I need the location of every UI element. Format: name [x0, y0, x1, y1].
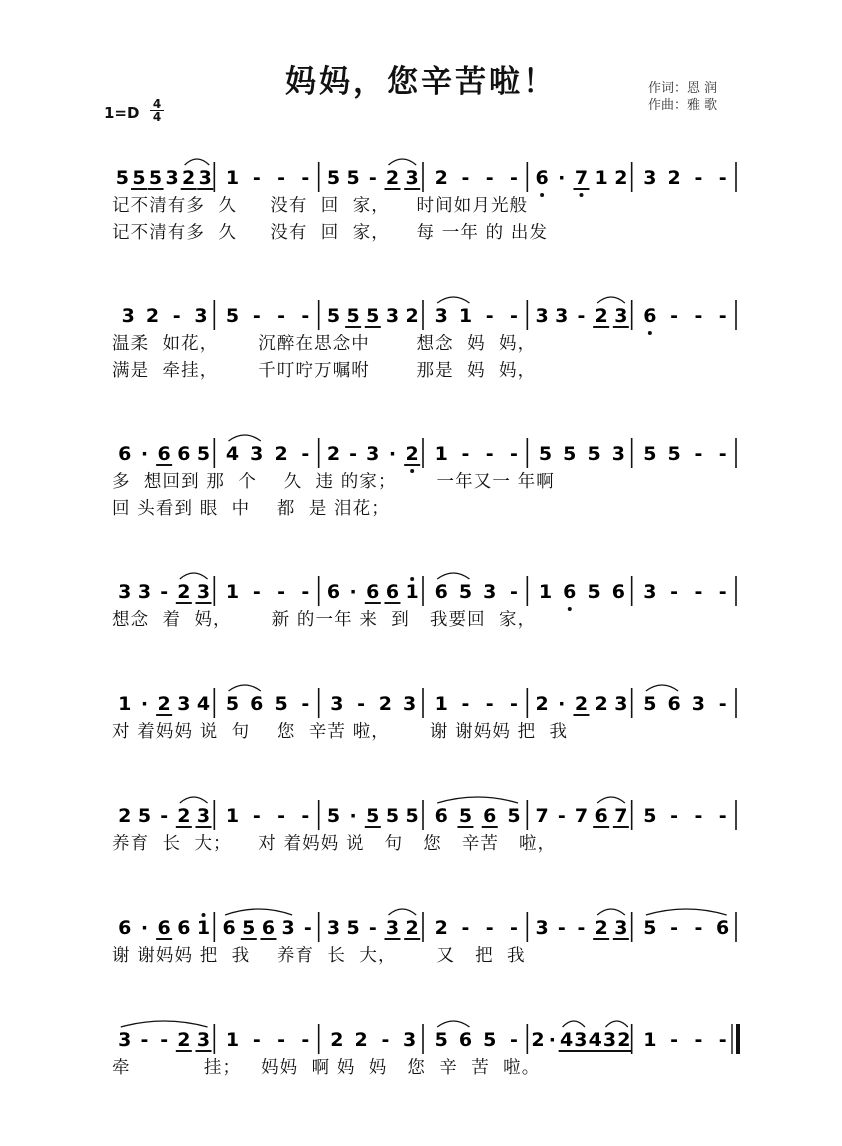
- note: 4: [588, 1029, 602, 1051]
- dash-mark: -: [694, 581, 703, 603]
- note: 5: [148, 167, 163, 189]
- note: 3: [196, 1029, 211, 1051]
- note: 6: [535, 167, 549, 189]
- dash-mark: -: [577, 305, 586, 327]
- song-title: 妈妈，您辛苦啦！: [285, 64, 557, 100]
- note: 1: [225, 581, 240, 603]
- lyric-line: 多 想回到 那 个 久 违 的家； 一年又一 年啊: [112, 472, 555, 492]
- note: 5: [563, 443, 577, 465]
- dash-mark: -: [510, 167, 518, 189]
- dash-mark: -: [461, 693, 470, 715]
- note: 3: [643, 167, 657, 189]
- dash-mark: -: [301, 693, 310, 715]
- tie-arc: [121, 1021, 208, 1027]
- note: 6: [385, 581, 400, 603]
- note: 3: [198, 167, 212, 189]
- note: 3: [118, 1029, 132, 1051]
- tie-arc: [437, 1021, 469, 1027]
- note: 6: [563, 581, 577, 603]
- note: 3: [385, 917, 400, 939]
- tie-arc: [388, 159, 416, 165]
- note: 6: [250, 693, 264, 715]
- note: 3: [330, 693, 344, 715]
- note: 3: [326, 917, 341, 939]
- note: 5: [587, 581, 601, 603]
- dash-mark: -: [510, 693, 518, 715]
- dash-mark: -: [461, 167, 470, 189]
- note: 1: [434, 693, 448, 715]
- note: 2: [594, 305, 608, 327]
- dash-mark: -: [368, 917, 377, 939]
- note: 2: [145, 305, 160, 327]
- dash-mark: -: [303, 917, 312, 939]
- note: 2: [182, 167, 196, 189]
- note: 6: [222, 917, 236, 939]
- note: 5: [346, 305, 360, 327]
- dash-mark: -: [172, 305, 181, 327]
- dash-mark: -: [252, 805, 261, 827]
- lyric-line: 温柔 如花， 沉醉在思念中 想念 妈 妈，: [112, 334, 537, 354]
- lyric-line: 对 着妈妈 说 句 您 辛苦 啦， 谢 谢妈妈 把 我: [112, 722, 569, 742]
- tie-arc: [229, 435, 261, 441]
- note: 2: [330, 1029, 344, 1051]
- dot-mark: ·: [140, 917, 149, 939]
- dash-mark: -: [349, 443, 358, 465]
- note: 6: [458, 1029, 473, 1051]
- tie-arc: [185, 159, 210, 165]
- tie-arc: [437, 573, 469, 579]
- note: 5: [366, 305, 380, 327]
- note: 2: [177, 805, 191, 827]
- note: 3: [177, 693, 191, 715]
- note: 3: [611, 443, 625, 465]
- dot-mark: ·: [349, 581, 357, 603]
- dash-mark: -: [510, 305, 518, 327]
- note: 2: [385, 167, 400, 189]
- note: 5: [643, 693, 657, 715]
- lyric-line: 记不清有多 久 没有 回 家， 时间如月光般: [112, 196, 529, 216]
- note: 6: [118, 443, 132, 465]
- note: 6: [434, 805, 448, 827]
- note: 3: [281, 917, 295, 939]
- note: 3: [403, 1029, 417, 1051]
- dash-mark: -: [301, 1029, 310, 1051]
- octave-dot-below: [648, 331, 652, 335]
- dash-mark: -: [694, 443, 703, 465]
- dash-mark: -: [461, 443, 470, 465]
- dash-mark: -: [670, 1029, 679, 1051]
- dash-mark: -: [718, 167, 727, 189]
- dash-mark: -: [510, 917, 518, 939]
- dash-mark: -: [368, 167, 377, 189]
- note: 6: [483, 805, 497, 827]
- tie-arc: [606, 1021, 628, 1027]
- note: 2: [177, 1029, 191, 1051]
- note: 2: [157, 693, 171, 715]
- dash-mark: -: [510, 581, 518, 603]
- note: 5: [667, 443, 681, 465]
- note: 1: [538, 581, 553, 603]
- dash-mark: -: [252, 167, 261, 189]
- note: 6: [594, 805, 608, 827]
- lyric-line: 满是 牵挂， 千叮咛万嘱咐 那是 妈 妈，: [112, 361, 537, 381]
- note: 3: [614, 917, 628, 939]
- dash-mark: -: [694, 917, 703, 939]
- note: 5: [643, 443, 657, 465]
- dash-mark: -: [277, 581, 286, 603]
- note: 5: [196, 443, 211, 465]
- dash-mark: -: [277, 305, 286, 327]
- dash-mark: -: [301, 805, 310, 827]
- note: 2: [405, 305, 419, 327]
- note: 6: [434, 581, 448, 603]
- dash-mark: -: [670, 917, 679, 939]
- octave-dot-below: [540, 193, 544, 197]
- dash-mark: -: [485, 693, 494, 715]
- note: 5: [326, 805, 341, 827]
- dash-mark: -: [557, 805, 566, 827]
- dash-mark: -: [510, 443, 518, 465]
- note: 6: [157, 443, 171, 465]
- tie-arc: [388, 909, 416, 915]
- note: 3: [535, 305, 549, 327]
- dash-mark: -: [718, 693, 727, 715]
- note: 2: [617, 1029, 631, 1051]
- dash-mark: -: [301, 443, 310, 465]
- lyric-line: 牵 挂； 妈妈 啊 妈 妈 您 辛 苦 啦。: [112, 1058, 541, 1078]
- lyric-line: 养育 长 大； 对 着妈妈 说 句 您 辛苦 啦，: [112, 834, 557, 854]
- dash-mark: -: [694, 305, 703, 327]
- octave-dot-below: [568, 607, 572, 611]
- note: 3: [555, 305, 569, 327]
- note: 3: [366, 443, 380, 465]
- tie-arc: [437, 297, 469, 303]
- dash-mark: -: [670, 805, 679, 827]
- time-signature-denominator: 4: [152, 110, 162, 124]
- dot-mark: ·: [140, 443, 149, 465]
- note: 3: [121, 305, 135, 327]
- octave-dot-above: [410, 577, 414, 581]
- dash-mark: -: [510, 1029, 518, 1051]
- note: 2: [574, 693, 589, 715]
- note: 5: [538, 443, 553, 465]
- note: 5: [643, 805, 657, 827]
- note: 6: [157, 917, 171, 939]
- note: 5: [507, 805, 521, 827]
- tie-arc: [646, 909, 727, 915]
- dash-mark: -: [694, 167, 703, 189]
- note: 3: [118, 581, 132, 603]
- key-signature: 1=D: [104, 104, 140, 122]
- note: 5: [132, 167, 146, 189]
- dash-mark: -: [277, 1029, 286, 1051]
- note: 6: [177, 443, 191, 465]
- note: 5: [115, 167, 130, 189]
- note: 1: [643, 1029, 657, 1051]
- dash-mark: -: [694, 805, 703, 827]
- note: 1: [434, 443, 448, 465]
- lyricist-credit: 作词：恩 润: [648, 81, 718, 96]
- dash-mark: -: [252, 305, 261, 327]
- note: 5: [326, 167, 341, 189]
- note: 2: [434, 167, 448, 189]
- note: 3: [250, 443, 264, 465]
- dash-mark: -: [160, 1029, 169, 1051]
- note: 2: [177, 581, 191, 603]
- note: 4: [225, 443, 240, 465]
- dash-mark: -: [577, 917, 586, 939]
- note: 2: [531, 1029, 545, 1051]
- note: 6: [667, 693, 681, 715]
- note: 5: [483, 1029, 497, 1051]
- note: 3: [405, 167, 419, 189]
- note: 3: [574, 1029, 588, 1051]
- lyric-line: 记不清有多 久 没有 回 家， 每 一年 的 出发: [112, 223, 549, 243]
- dash-mark: -: [718, 443, 727, 465]
- dot-mark: ·: [140, 693, 149, 715]
- dot-mark: ·: [548, 1029, 556, 1051]
- note: 5: [346, 167, 360, 189]
- note: 3: [137, 581, 152, 603]
- lyric-line: 想念 着 妈， 新 的一年 来 到 我要回 家，: [112, 610, 537, 630]
- note: 2: [326, 443, 341, 465]
- dash-mark: -: [140, 1029, 149, 1051]
- note: 1: [225, 805, 240, 827]
- octave-dot-above: [202, 913, 206, 917]
- dash-mark: -: [357, 693, 366, 715]
- dash-mark: -: [718, 305, 727, 327]
- octave-dot-below: [579, 193, 583, 197]
- tie-arc: [180, 797, 208, 803]
- credits: [648, 80, 717, 114]
- note: 2: [274, 443, 288, 465]
- note: 6: [716, 917, 730, 939]
- note: 6: [261, 917, 276, 939]
- note: 3: [165, 167, 179, 189]
- note: 2: [594, 917, 608, 939]
- note: 1: [225, 1029, 240, 1051]
- dash-mark: -: [670, 305, 679, 327]
- note: 3: [643, 581, 657, 603]
- dash-mark: -: [160, 805, 169, 827]
- note: 5: [225, 305, 240, 327]
- dash-mark: -: [485, 917, 494, 939]
- dash-mark: -: [557, 917, 566, 939]
- note: 3: [602, 1029, 617, 1051]
- dash-mark: -: [485, 305, 494, 327]
- note: 2: [405, 917, 419, 939]
- tie-arc: [225, 909, 292, 915]
- dot-mark: ·: [558, 693, 566, 715]
- note: 3: [196, 581, 211, 603]
- note: 5: [346, 917, 360, 939]
- tie-arc: [563, 1021, 585, 1027]
- note: 2: [614, 167, 628, 189]
- note: 2: [535, 693, 549, 715]
- note: 4: [560, 1029, 574, 1051]
- dash-mark: -: [718, 581, 727, 603]
- dash-mark: -: [381, 1029, 390, 1051]
- note: 1: [405, 581, 419, 603]
- note: 6: [611, 581, 625, 603]
- tie-arc: [597, 297, 625, 303]
- dash-mark: -: [277, 167, 286, 189]
- dash-mark: -: [301, 305, 310, 327]
- dash-mark: -: [252, 581, 261, 603]
- note: 3: [614, 693, 628, 715]
- note: 6: [326, 581, 341, 603]
- note: 6: [118, 917, 132, 939]
- dash-mark: -: [160, 581, 169, 603]
- note: 2: [405, 443, 419, 465]
- note: 3: [535, 917, 549, 939]
- note: 6: [177, 917, 191, 939]
- note: 1: [594, 167, 608, 189]
- note: 1: [118, 693, 132, 715]
- note: 5: [458, 581, 473, 603]
- note: 2: [594, 693, 608, 715]
- dash-mark: -: [252, 1029, 261, 1051]
- note: 6: [643, 305, 657, 327]
- note: 5: [458, 805, 473, 827]
- tie-arc: [597, 909, 625, 915]
- dash-mark: -: [718, 805, 727, 827]
- note: 5: [326, 305, 341, 327]
- note: 3: [403, 693, 417, 715]
- dot-mark: ·: [558, 167, 566, 189]
- lyric-line: 回 头看到 眼 中 都 是 泪花；: [112, 499, 390, 519]
- note: 3: [483, 581, 497, 603]
- note: 2: [354, 1029, 368, 1051]
- note: 1: [225, 167, 240, 189]
- note: 1: [458, 305, 473, 327]
- note: 5: [434, 1029, 448, 1051]
- note: 3: [614, 305, 628, 327]
- note: 4: [196, 693, 211, 715]
- tie-arc: [180, 573, 208, 579]
- dot-mark: ·: [349, 805, 357, 827]
- tie-arc: [229, 685, 261, 691]
- dash-mark: -: [694, 1029, 703, 1051]
- note: 3: [691, 693, 706, 715]
- note: 5: [643, 917, 657, 939]
- note: 2: [378, 693, 393, 715]
- dash-mark: -: [718, 1029, 727, 1051]
- dash-mark: -: [461, 917, 470, 939]
- note: 3: [194, 305, 208, 327]
- note: 5: [385, 805, 400, 827]
- note: 7: [574, 167, 589, 189]
- note: 7: [614, 805, 628, 827]
- dash-mark: -: [301, 581, 310, 603]
- dash-mark: -: [670, 581, 679, 603]
- note: 7: [574, 805, 589, 827]
- tie-arc: [597, 797, 625, 803]
- note: 2: [118, 805, 132, 827]
- dash-mark: -: [277, 805, 286, 827]
- time-signature-numerator: 4: [150, 98, 164, 111]
- note: 5: [225, 693, 240, 715]
- note: 5: [274, 693, 288, 715]
- note: 7: [535, 805, 549, 827]
- note: 2: [434, 917, 448, 939]
- dot-mark: ·: [388, 443, 397, 465]
- dash-mark: -: [485, 167, 494, 189]
- note: 5: [405, 805, 419, 827]
- note: 5: [366, 805, 380, 827]
- note: 5: [242, 917, 256, 939]
- tie-arc: [437, 797, 518, 803]
- final-barline-thick: [736, 1024, 740, 1054]
- note: 5: [137, 805, 152, 827]
- dash-mark: -: [485, 443, 494, 465]
- lyric-line: 谢 谢妈妈 把 我 养育 长 大， 又 把 我: [112, 946, 526, 966]
- dash-mark: -: [301, 167, 310, 189]
- note: 3: [434, 305, 448, 327]
- note: 1: [196, 917, 211, 939]
- note: 3: [385, 305, 400, 327]
- note: 6: [366, 581, 380, 603]
- time-signature: [150, 98, 164, 123]
- composer-credit: 作曲：雅 歌: [648, 98, 718, 113]
- note: 5: [587, 443, 601, 465]
- note: 2: [667, 167, 681, 189]
- note: 3: [196, 805, 211, 827]
- tie-arc: [646, 685, 678, 691]
